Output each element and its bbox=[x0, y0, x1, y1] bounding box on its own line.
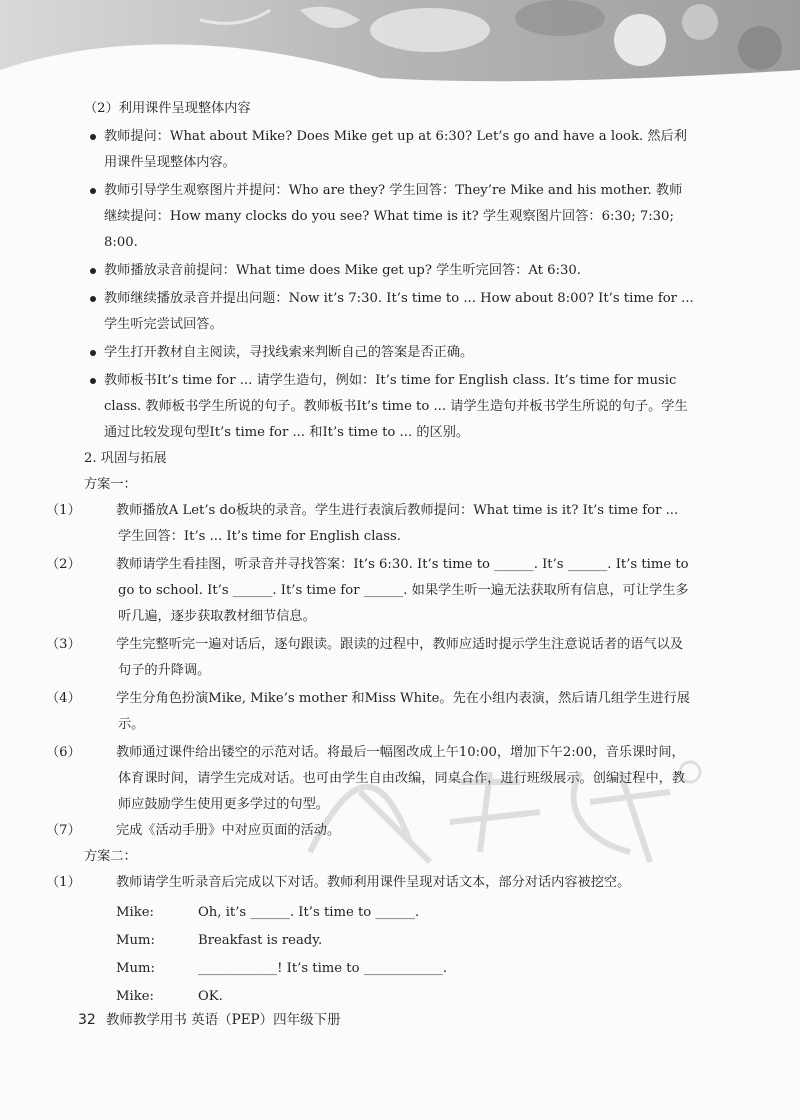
item-number: （1） bbox=[46, 503, 81, 518]
plan1-item bbox=[46, 552, 694, 630]
consolidate-heading: 2. 巩固与拓展 bbox=[84, 451, 167, 466]
dialogue-line bbox=[84, 900, 694, 926]
dialogue-text: OK. bbox=[198, 989, 223, 1004]
bullet-item: 教师板书It’s time for ... 请学生造句，例如：It’s time for English class. It’s time for music class. 教师板书学生所说的句子。教师板书It’s time to ... 请学生造句并板书学生所说的句子。学生通过比较发现句型It’s time for ... 和It’s time to ... 的区别。 bbox=[84, 368, 694, 446]
page-content bbox=[46, 96, 694, 1010]
dialogue-line bbox=[84, 984, 694, 1010]
plan1-item bbox=[46, 498, 694, 550]
item-text: 教师播放A Let’s do板块的录音。学生进行表演后教师提问：What time is it? It’s time for ... 学生回答：It’s ... It’s time for English class. bbox=[116, 503, 679, 544]
item-number: （6） bbox=[46, 745, 81, 760]
speaker: Mike: bbox=[116, 905, 154, 920]
page-number: 32 bbox=[78, 1012, 96, 1028]
plan1-item bbox=[46, 818, 694, 844]
speaker: Mike: bbox=[116, 989, 154, 1004]
plan1-item bbox=[46, 632, 694, 684]
dialogue-text: Breakfast is ready. bbox=[198, 933, 323, 948]
dialogue-text: ____________! It’s time to ____________. bbox=[198, 961, 448, 976]
plan1-item bbox=[46, 740, 694, 818]
speaker: Mum: bbox=[116, 933, 155, 948]
item-text: 学生完整听完一遍对话后，逐句跟读。跟读的过程中，教师应适时提示学生注意说话者的语气以及句子的升降调。 bbox=[116, 637, 684, 678]
bullet-item: 教师播放录音前提问：What time does Mike get up? 学生听完回答：At 6:30. bbox=[84, 258, 694, 284]
item-number: （2） bbox=[46, 557, 81, 572]
bullet-item: 学生打开教材自主阅读，寻找线索来判断自己的答案是否正确。 bbox=[84, 340, 694, 366]
item-number: （4） bbox=[46, 691, 81, 706]
page-footer bbox=[78, 1008, 341, 1028]
book-title: 教师教学用书 英语（PEP）四年级下册 bbox=[105, 1012, 341, 1028]
dialogue-line bbox=[84, 928, 694, 954]
bullet-item: 教师继续播放录音并提出问题：Now it’s 7:30. It’s time to ... How about 8:00? It’s time for ... 学生听完尝试回答。 bbox=[84, 286, 694, 338]
header-banner bbox=[0, 0, 800, 86]
item-number: （1） bbox=[46, 875, 81, 890]
item-text: 教师通过课件给出镂空的示范对话。将最后一幅图改成上午10:00，增加下午2:00，音乐课时间，体育课时间，请学生完成对话。也可由学生自由改编，同桌合作，进行班级展示。创编过程中，教师应鼓励学生使用更多学过的句型。 bbox=[116, 745, 686, 812]
section-heading: （2）利用课件呈现整体内容 bbox=[84, 101, 251, 116]
item-text: 学生分角色扮演Mike, Mike’s mother 和Miss White。先在小组内表演，然后请几组学生进行展示。 bbox=[116, 691, 690, 732]
bullet-item: 教师引导学生观察图片并提问：Who are they? 学生回答：They’re Mike and his mother. 教师继续提问：How many clocks do you see? What time is it? 学生观察图片回答：6:30; 7:30; 8:00. bbox=[84, 178, 694, 256]
item-text: 完成《活动手册》中对应页面的活动。 bbox=[116, 823, 341, 838]
item-text: 教师请学生看挂图，听录音并寻找答案：It’s 6:30. It’s time to ______. It’s ______. It’s time to go to school. It’s ______. It’s time for ______. 如果学生听一遍无法获取所有信息，可让学生多听几遍，逐步获取教材细节信息。 bbox=[116, 557, 689, 624]
dialogue-line bbox=[84, 956, 694, 982]
plan2-item bbox=[46, 870, 694, 896]
dialogue-text: Oh, it’s ______. It’s time to ______. bbox=[198, 905, 420, 920]
speaker: Mum: bbox=[116, 961, 155, 976]
item-number: （7） bbox=[46, 823, 81, 838]
plan2-heading: 方案二： bbox=[84, 849, 137, 864]
plan1-heading: 方案一： bbox=[84, 477, 137, 492]
bullet-item: 教师提问：What about Mike? Does Mike get up at 6:30? Let’s go and have a look. 然后利用课件呈现整体内容。 bbox=[84, 124, 694, 176]
plan1-item bbox=[46, 686, 694, 738]
item-text: 教师请学生听录音后完成以下对话。教师利用课件呈现对话文本，部分对话内容被挖空。 bbox=[116, 875, 631, 890]
item-number: （3） bbox=[46, 637, 81, 652]
